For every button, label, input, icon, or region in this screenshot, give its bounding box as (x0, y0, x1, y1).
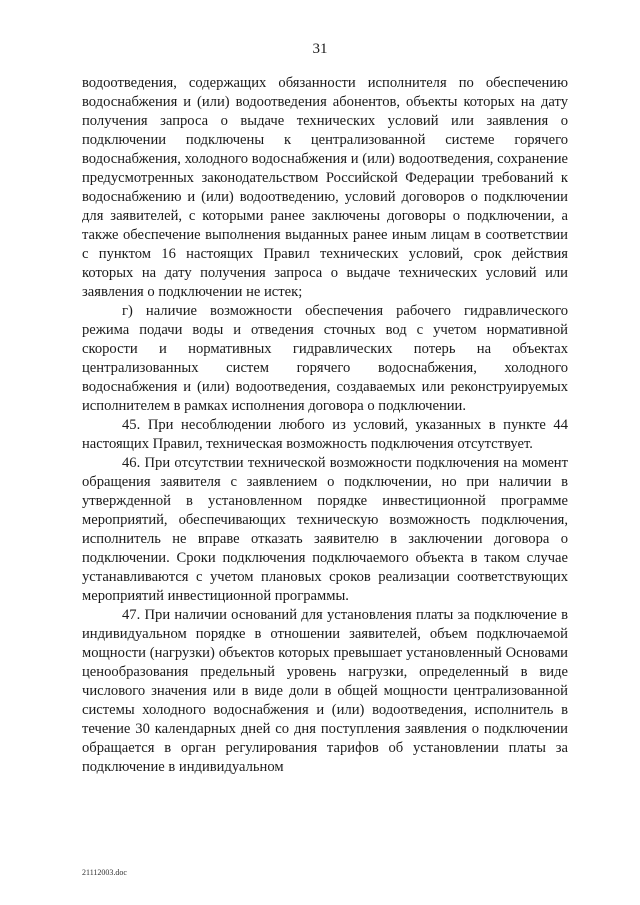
paragraph-46: 46. При отсутствии технической возможности подключения на момент обращения заявителя с заявлением о подключении, но при наличии в утвержденной в установленном порядке инвестиционной программе мероприятий, обеспечивающих техническую возможность подключения, исполнитель не вправе отказать заявителю в заключении договора о подключении. Сроки подключения подключаемого объекта в таком случае устанавливаются с учетом плановых сроков реализации соответствующих мероприятий инвестиционной программы. (82, 455, 568, 604)
body-text (82, 74, 568, 777)
paragraph-item-g: г) наличие возможности обеспечения рабочего гидравлического режима подачи воды и отведения сточных вод с учетом нормативной скорости и нормативных гидравлических потерь на объектах централизованных систем горячего водоснабжения, холодного водоснабжения и (или) водоотведения, создаваемых или реконструируемых исполнителем в рамках исполнения договора о подключении. (82, 303, 568, 414)
paragraph-47: 47. При наличии оснований для установления платы за подключение в индивидуальном порядке в отношении заявителей, объем подключаемой мощности (нагрузки) объектов которых превышает установленный Основами ценообразования предельный уровень нагрузки, определенный в виде числового значения или в виде доли в общей мощности централизованной системы холодного водоснабжения и (или) водоотведения, исполнитель в течение 30 календарных дней со дня поступления заявления о подключении обращается в орган регулирования тарифов об установлении платы за подключение в индивидуальном (82, 607, 568, 775)
paragraph-45: 45. При несоблюдении любого из условий, указанных в пункте 44 настоящих Правил, техническая возможность подключения отсутствует. (82, 417, 568, 452)
file-name-footer: 21112003.doc (82, 868, 127, 877)
paragraph-continuation: водоотведения, содержащих обязанности исполнителя по обеспечению водоснабжения и (или) водоотведения абонентов, объекты которых на дату получения запроса о выдаче технических условий или заявления о подключении подключены к централизованной системе горячего водоснабжения, холодного водоснабжения и (или) водоотведения, сохранение предусмотренных законодательством Российской Федерации требований к водоснабжению и (или) водоотведению, условий договоров о подключении для заявителей, с которыми ранее заключены договоры о подключении, а также обеспечение выполнения выданных ранее иным лицам в соответствии с пунктом 16 настоящих Правил технических условий, срок действия которых на дату получения запроса о выдаче технических условий или заявления о подключении не истек; (82, 75, 568, 300)
page-number: 31 (312, 41, 328, 57)
